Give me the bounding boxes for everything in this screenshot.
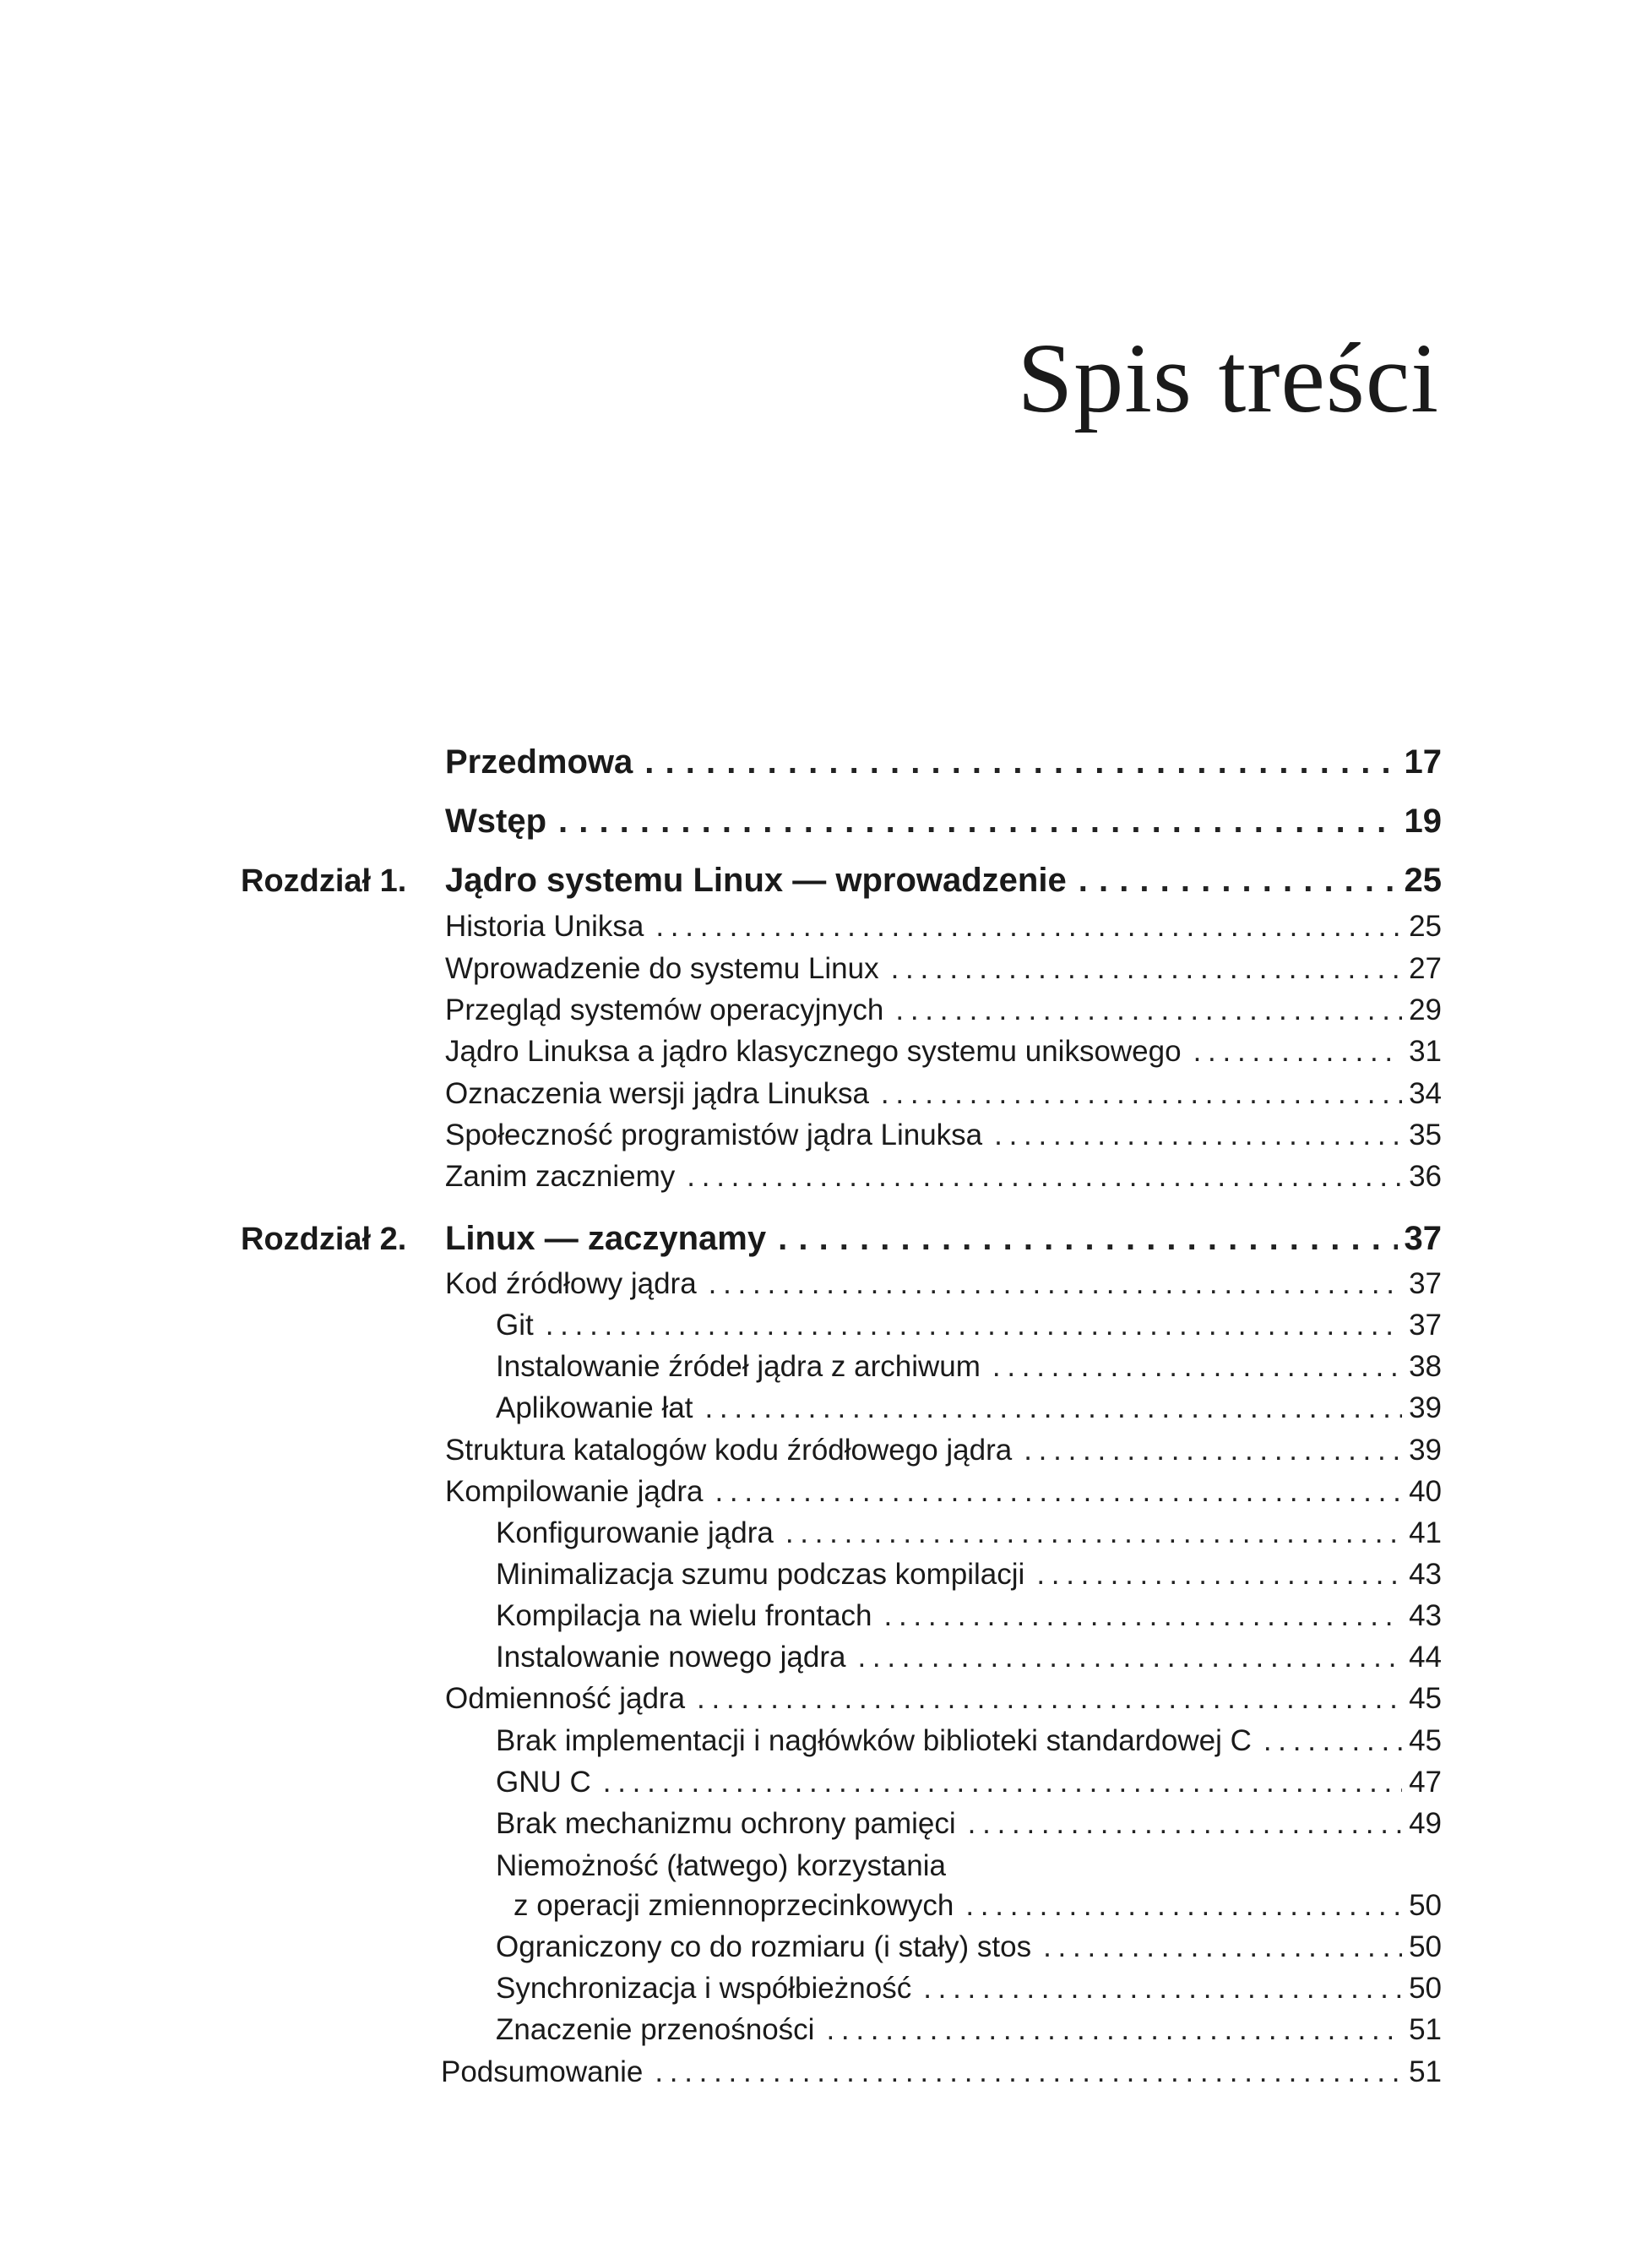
toc-entry[interactable] — [445, 952, 1442, 986]
toc-subentry[interactable] — [496, 2013, 1442, 2047]
toc-subentry[interactable] — [496, 1807, 1442, 1841]
toc-page-number: 45 — [1409, 1724, 1442, 1757]
toc-entry-label: Podsumowanie — [441, 2055, 644, 2088]
dot-leader — [826, 2013, 1402, 2047]
toc-page-number: 47 — [1409, 1766, 1442, 1799]
toc-page-number: 37 — [1404, 1220, 1442, 1257]
toc-page-number: 34 — [1409, 1077, 1442, 1110]
toc-page-number: 51 — [1409, 2055, 1442, 2088]
toc-entry-label: Struktura katalogów kodu źródłowego jądra — [445, 1434, 1013, 1467]
toc-entry[interactable] — [445, 910, 1442, 944]
toc-page-number: 27 — [1409, 952, 1442, 985]
toc-page-number: 44 — [1409, 1641, 1442, 1674]
toc-entry-label: Wstęp — [445, 803, 546, 840]
toc-entry-label: Instalowanie źródeł jądra z archiwum — [496, 1350, 981, 1383]
toc-entry-label: Kod źródłowy jądra — [445, 1267, 697, 1300]
toc-page-number: 17 — [1404, 743, 1442, 781]
toc-entry-label: Przedmowa — [445, 743, 633, 781]
toc-entry-label: Odmienność jądra — [445, 1682, 686, 1715]
toc-entry[interactable] — [445, 1077, 1442, 1111]
toc-chapter-title[interactable] — [445, 862, 1442, 900]
chapter-number: Rozdział 1. — [241, 863, 407, 899]
dot-leader — [923, 1972, 1402, 2006]
toc-page-number: 29 — [1409, 993, 1442, 1026]
toc-entry-label: Minimalizacja szumu podczas kompilacji — [496, 1558, 1025, 1591]
toc-subentry[interactable] — [496, 1516, 1442, 1550]
dot-leader — [1024, 1434, 1402, 1467]
toc-page-number: 40 — [1409, 1475, 1442, 1508]
dot-leader — [785, 1516, 1402, 1550]
toc-page-number: 38 — [1409, 1350, 1442, 1383]
dot-leader — [1263, 1724, 1402, 1758]
toc-entry-label: Znaczenie przenośności — [496, 2013, 815, 2046]
toc-entry[interactable] — [445, 1682, 1442, 1716]
toc-entry-label: z operacji zmiennoprzecinkowych — [514, 1889, 954, 1922]
toc-entry[interactable] — [445, 1475, 1442, 1509]
dot-leader — [546, 1309, 1402, 1342]
toc-page-number: 37 — [1409, 1267, 1442, 1300]
toc-entry[interactable] — [445, 1035, 1442, 1069]
dot-leader — [644, 743, 1397, 781]
toc-page-number: 39 — [1409, 1434, 1442, 1467]
dot-leader — [687, 1160, 1402, 1194]
toc-entry[interactable] — [445, 1119, 1442, 1152]
toc-subentry[interactable] — [496, 1972, 1442, 2006]
toc-page-number: 37 — [1409, 1309, 1442, 1342]
toc-page-number: 50 — [1409, 1930, 1442, 1963]
dot-leader — [1036, 1558, 1402, 1592]
toc-page-number: 50 — [1409, 1889, 1442, 1922]
toc-entry-label: Oznaczenia wersji jądra Linuksa — [445, 1077, 869, 1110]
dot-leader — [1193, 1035, 1402, 1069]
toc-entry-label: Git — [496, 1309, 534, 1342]
toc-page-number: 51 — [1409, 2013, 1442, 2046]
toc-entry-label: Przegląd systemów operacyjnych — [445, 993, 884, 1026]
toc-page-number: 36 — [1409, 1160, 1442, 1193]
toc-entry[interactable] — [445, 1267, 1442, 1301]
toc-subentry[interactable] — [496, 1599, 1442, 1633]
toc-page-number: 50 — [1409, 1972, 1442, 2005]
toc-entry-introduction[interactable] — [445, 803, 1442, 841]
dot-leader — [895, 993, 1402, 1027]
dot-leader — [558, 803, 1398, 841]
toc-page-number: 39 — [1409, 1391, 1442, 1424]
dot-leader — [884, 1599, 1403, 1633]
toc-page-number: 43 — [1409, 1558, 1442, 1591]
dot-leader — [1079, 862, 1398, 900]
toc-entry[interactable] — [445, 1160, 1442, 1194]
toc-subentry[interactable] — [496, 1724, 1442, 1758]
toc-entry[interactable] — [445, 993, 1442, 1027]
toc-chapter-title[interactable] — [445, 1220, 1442, 1258]
toc-entry-label: Linux — zaczynamy — [445, 1220, 767, 1257]
dot-leader — [965, 1889, 1402, 1923]
toc-subentry-line1[interactable]: Niemożność (łatwego) korzystania — [496, 1849, 946, 1882]
dot-leader — [857, 1641, 1402, 1674]
toc-page-number: 19 — [1404, 803, 1442, 840]
toc-entry-label: Jądro Linuksa a jądro klasycznego systemu uniksowego — [445, 1035, 1182, 1068]
chapter-number: Rozdział 2. — [241, 1222, 407, 1257]
page-title: Spis treści — [1017, 323, 1439, 433]
toc-page-number: 35 — [1409, 1119, 1442, 1151]
toc-entry-label: Jądro systemu Linux — wprowadzenie — [445, 862, 1067, 899]
toc-entry[interactable] — [445, 1434, 1442, 1467]
toc-entry-preface[interactable] — [445, 743, 1442, 781]
toc-entry-label: Kompilacja na wielu frontach — [496, 1599, 872, 1632]
toc-subentry[interactable] — [496, 1558, 1442, 1592]
toc-page-number: 41 — [1409, 1516, 1442, 1549]
dot-leader — [778, 1220, 1397, 1258]
toc-entry-label: Kompilowanie jądra — [445, 1475, 704, 1508]
toc-entry-label: Brak implementacji i nagłówków biblioteki standardowej C — [496, 1724, 1252, 1757]
dot-leader — [715, 1475, 1402, 1509]
toc-subentry[interactable] — [496, 1641, 1442, 1674]
dot-leader — [1043, 1930, 1402, 1964]
toc-entry-label: Brak mechanizmu ochrony pamięci — [496, 1807, 956, 1840]
dot-leader — [992, 1350, 1402, 1384]
dot-leader — [709, 1267, 1402, 1301]
toc-entry-label: Aplikowanie łat — [496, 1391, 693, 1424]
toc-entry[interactable] — [441, 2055, 1442, 2089]
toc-entry-label: Wprowadzenie do systemu Linux — [445, 952, 879, 985]
toc-subentry[interactable] — [496, 1350, 1442, 1384]
dot-leader — [891, 952, 1402, 986]
toc-subentry[interactable] — [496, 1766, 1442, 1799]
toc-entry-label: GNU C — [496, 1766, 591, 1799]
toc-subentry[interactable] — [496, 1930, 1442, 1964]
dot-leader — [704, 1391, 1402, 1425]
toc-page-number: 49 — [1409, 1807, 1442, 1840]
dot-leader — [655, 2055, 1402, 2089]
dot-leader — [968, 1807, 1402, 1841]
toc-entry-label: Instalowanie nowego jądra — [496, 1641, 846, 1674]
toc-entry-label: Ograniczony co do rozmiaru (i stały) stos — [496, 1930, 1032, 1963]
dot-leader — [994, 1119, 1402, 1152]
toc-entry-label: Społeczność programistów jądra Linuksa — [445, 1119, 983, 1151]
toc-entry-label: Zanim zaczniemy — [445, 1160, 676, 1193]
toc-page-number: 25 — [1404, 862, 1442, 899]
toc-page-number: 45 — [1409, 1682, 1442, 1715]
toc-page-number: 43 — [1409, 1599, 1442, 1632]
dot-leader — [697, 1682, 1402, 1716]
dot-leader — [881, 1077, 1402, 1111]
toc-entry-label: Konfigurowanie jądra — [496, 1516, 774, 1549]
toc-subentry[interactable] — [496, 1391, 1442, 1425]
toc-entry-label: Historia Uniksa — [445, 910, 644, 943]
dot-leader — [655, 910, 1402, 944]
dot-leader — [603, 1766, 1402, 1799]
toc-subentry[interactable] — [514, 1889, 1442, 1923]
toc-page-number: 25 — [1409, 910, 1442, 943]
toc-page-number: 31 — [1409, 1035, 1442, 1068]
toc-entry-label: Synchronizacja i współbieżność — [496, 1972, 912, 2005]
toc-subentry[interactable] — [496, 1309, 1442, 1342]
